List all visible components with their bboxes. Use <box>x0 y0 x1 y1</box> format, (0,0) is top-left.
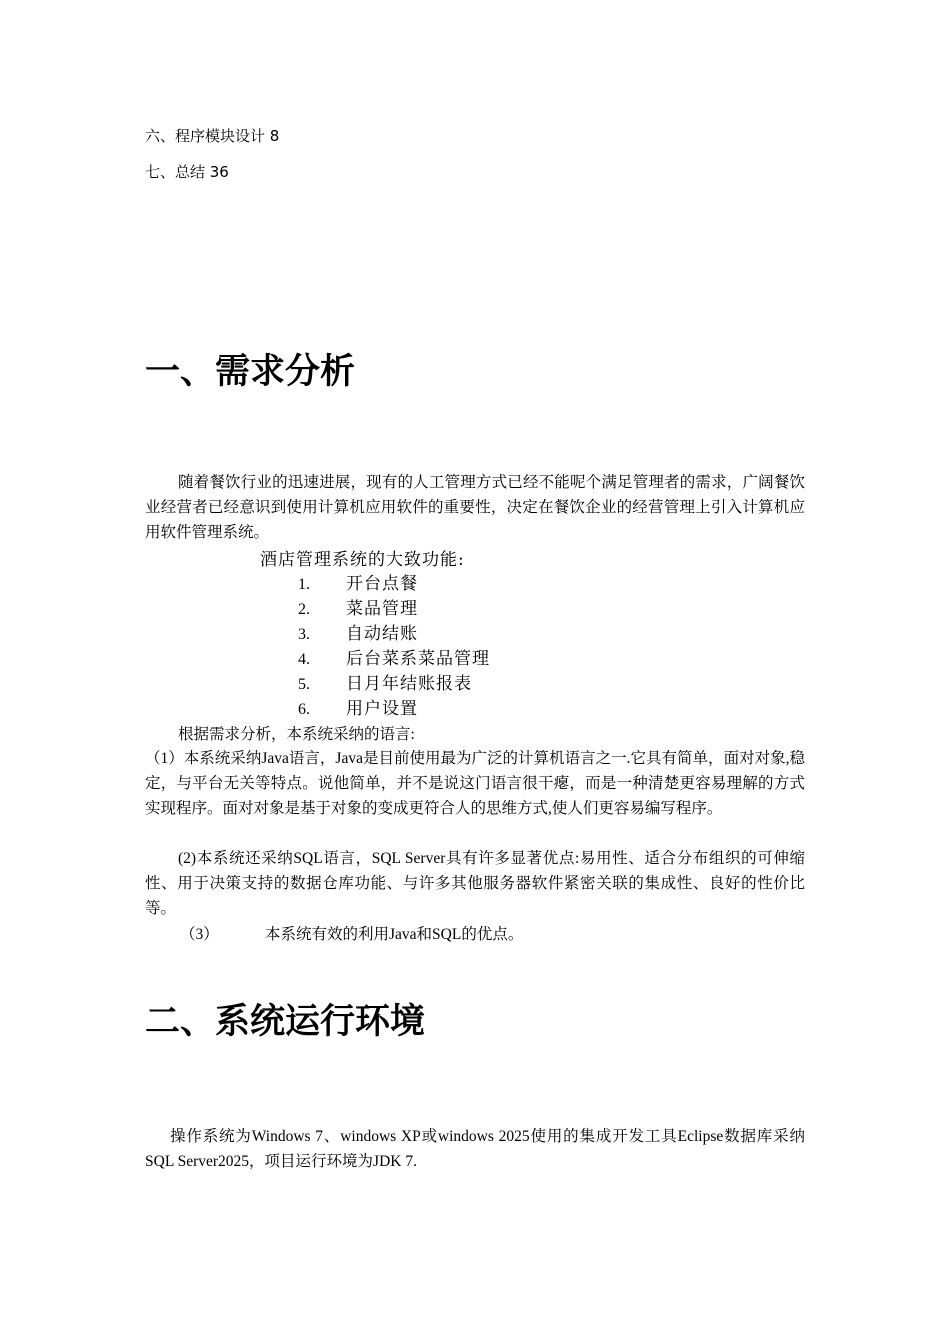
list-item <box>298 622 490 647</box>
list-item-number: 4. <box>298 651 310 668</box>
list-item-text: 开台点餐 <box>346 574 418 594</box>
features-title: 酒店管理系统的大致功能: <box>260 550 465 570</box>
list-item-text: 日月年结账报表 <box>346 674 472 694</box>
list-item-text: 用户设置 <box>346 699 418 719</box>
features-list <box>298 572 490 722</box>
list-item-text: 后台菜系菜品管理 <box>346 649 490 669</box>
list-item <box>298 697 490 722</box>
list-item-number: 5. <box>298 676 310 693</box>
list-item-text: 自动结账 <box>346 624 418 644</box>
toc-entry-6[interactable]: 六、程序模块设计 8 <box>145 127 280 145</box>
toc-entry-7[interactable]: 七、总结 36 <box>145 163 229 181</box>
list-item-text: 菜品管理 <box>346 599 418 619</box>
list-item <box>298 597 490 622</box>
list-item <box>298 572 490 597</box>
advantages-line <box>180 922 523 947</box>
section-heading-environment: 二、系统运行环境 <box>145 1002 426 1042</box>
advantages-number: （3） <box>180 926 219 943</box>
list-item <box>298 672 490 697</box>
intro-paragraph: 随着餐饮行业的迅速进展，现有的人工管理方式已经不能呢个满足管理者的需求，广阔餐饮业经营者已经意识到使用计算机应用软件的重要性，决定在餐饮企业的经营管理上引入计算机应用软件管理系统。 <box>145 474 805 541</box>
sql-paragraph: (2)本系统还采纳SQL语言，SQL Server具有许多显著优点:易用性、适合分布组织的可伸缩性、用于决策支持的数据仓库功能、与许多其他服务器软件紧密关联的集成性、良好的性价比等。 <box>145 850 805 917</box>
section-heading-requirements: 一、需求分析 <box>145 352 356 392</box>
advantages-text: 本系统有效的利用Java和SQL的优点。 <box>265 926 524 943</box>
list-item <box>298 647 490 672</box>
list-item-number: 1. <box>298 576 310 593</box>
list-item-number: 6. <box>298 701 310 718</box>
environment-paragraph: 操作系统为Windows 7、windows XP或windows 2025使用的集成开发工具Eclipse数据库采纳SQL Server2025，项目运行环境为JDK 7. <box>145 1128 805 1170</box>
language-basis-line: 根据需求分析，本系统采纳的语言: <box>178 726 415 743</box>
list-item-number: 3. <box>298 626 310 643</box>
list-item-number: 2. <box>298 601 310 618</box>
java-paragraph: （1）本系统采纳Java语言，Java是目前使用最为广泛的计算机语言之一.它具有简单，面对对象,稳定，与平台无关等特点。说他简单，并不是说这门语言很干瘪，而是一种清楚更容易理解的方式实现程序。面对对象是基于对象的变成更符合人的思维方式,使人们更容易编写程序。 <box>145 750 805 817</box>
